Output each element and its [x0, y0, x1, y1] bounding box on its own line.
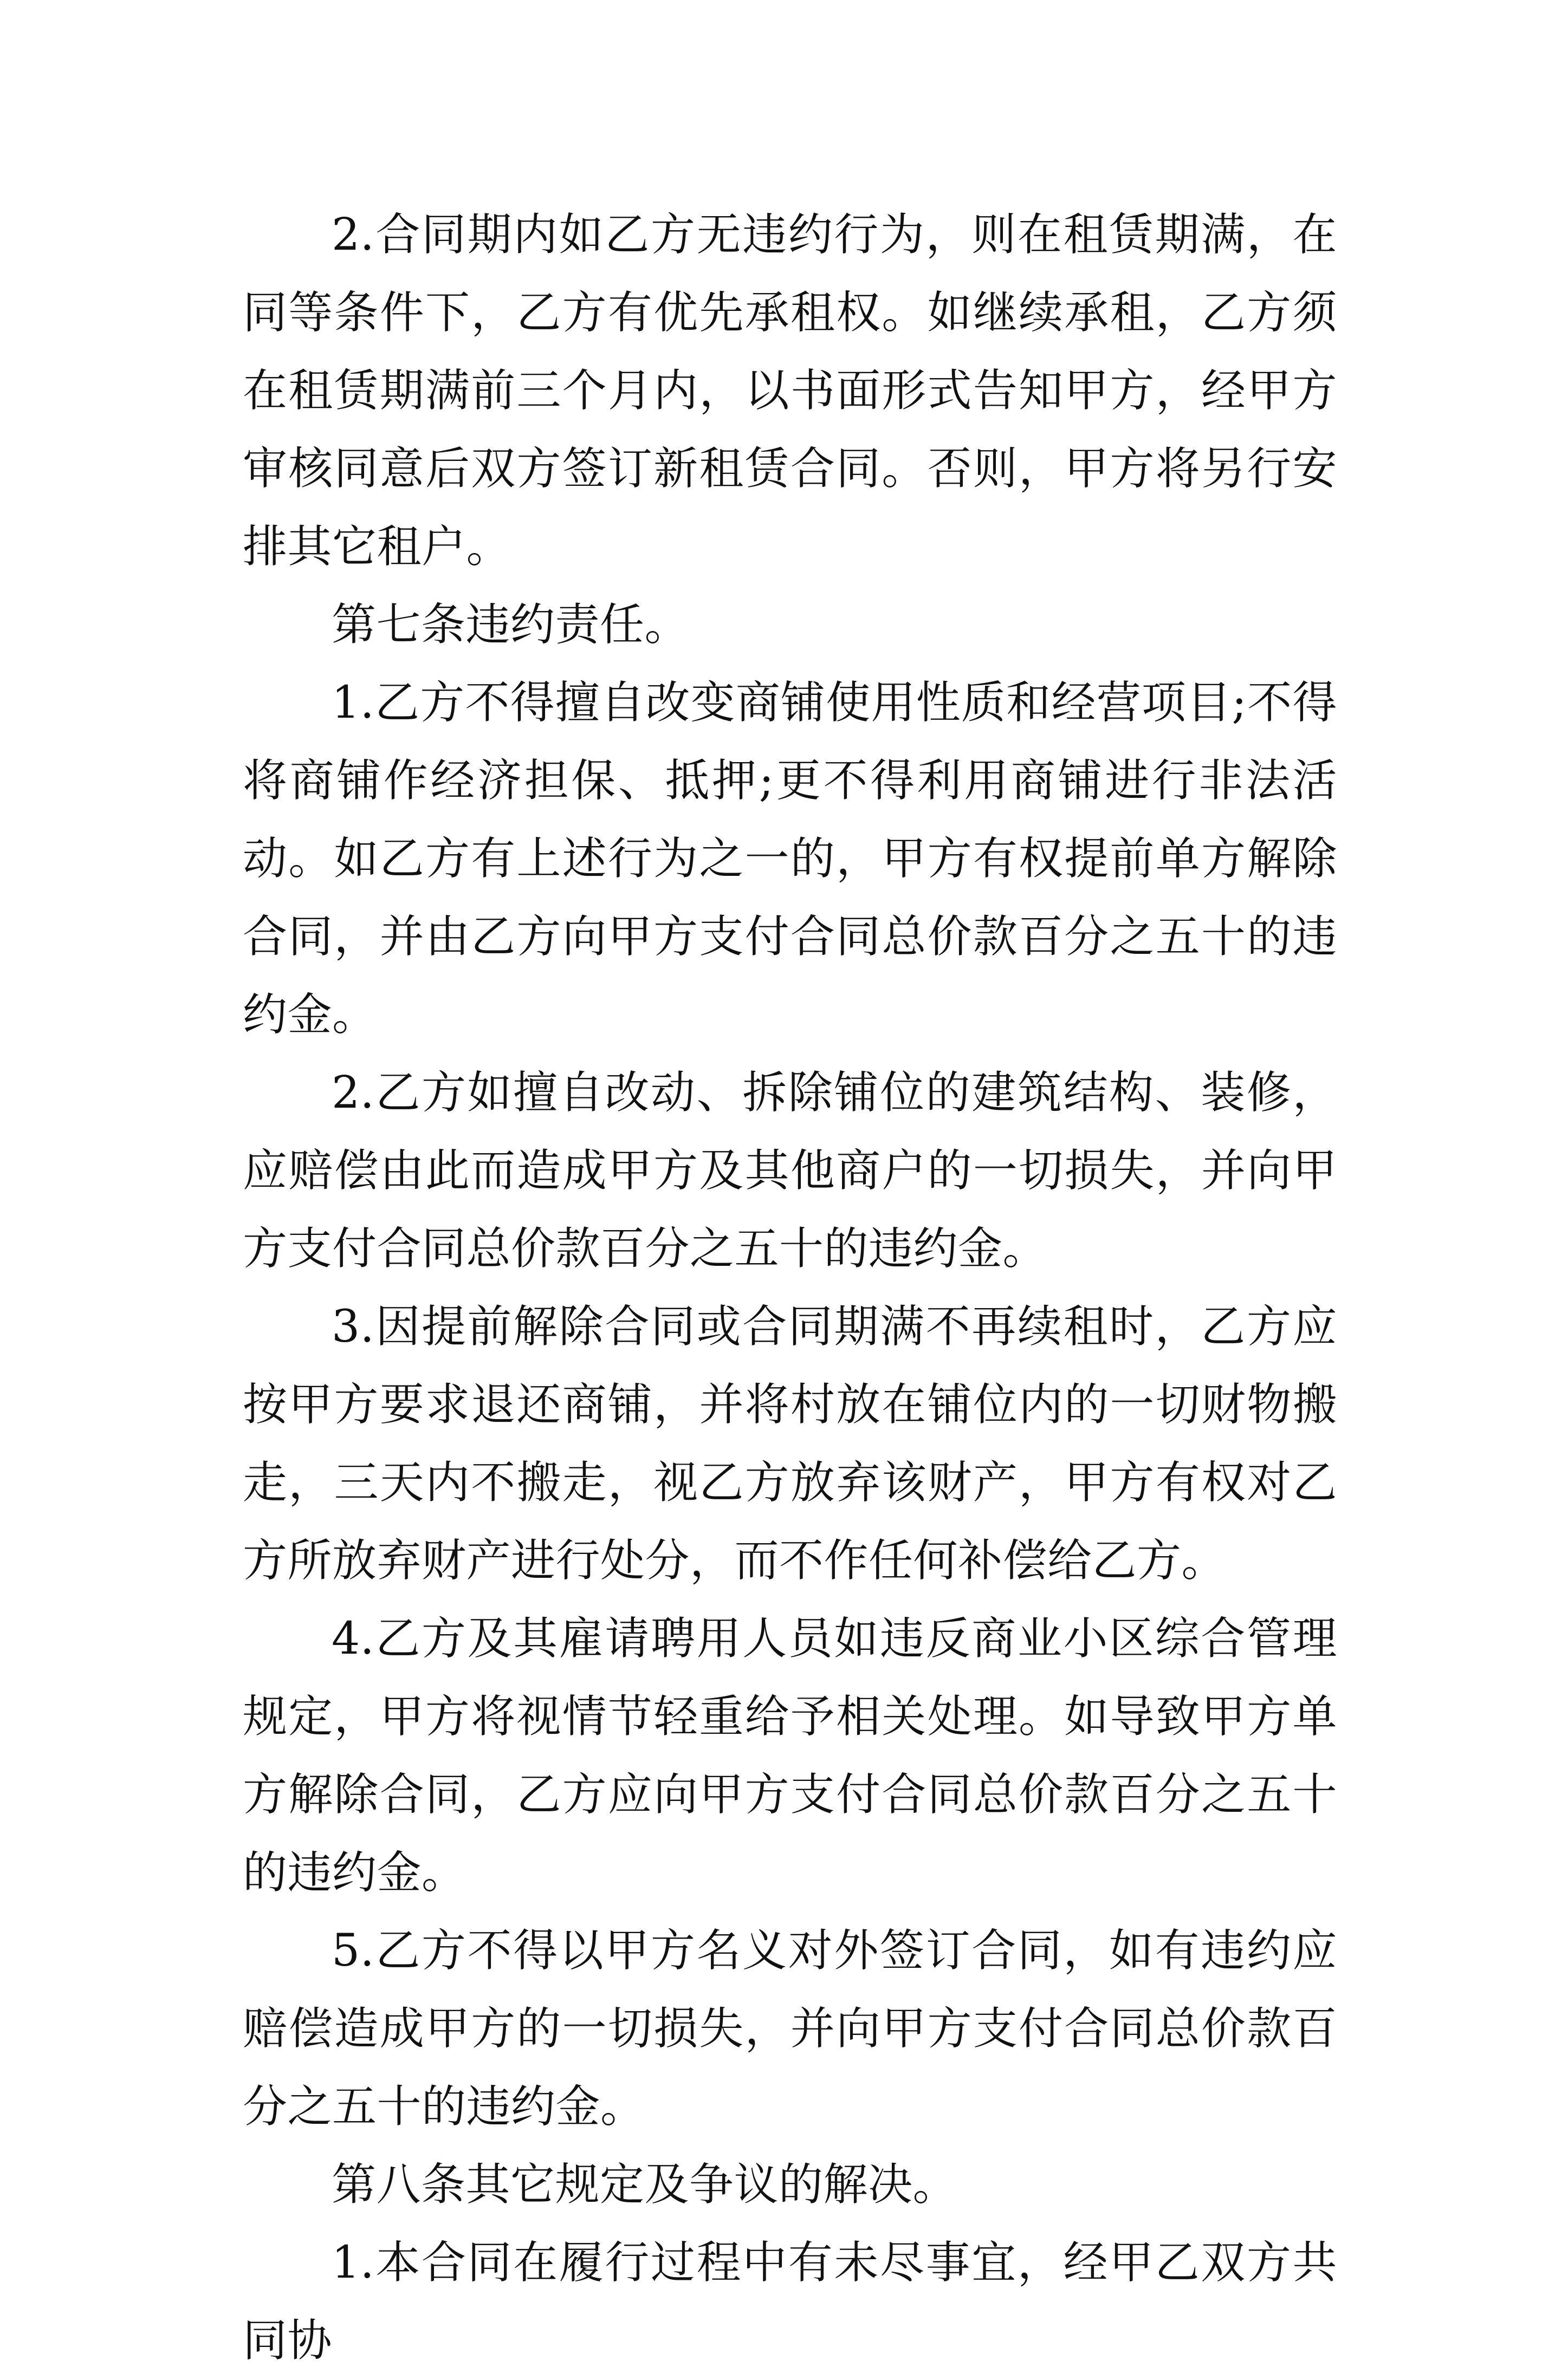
paragraph-clause-7-5: 5.乙方不得以甲方名义对外签订合同，如有违约应赔偿造成甲方的一切损失，并向甲方支付合同总价款百分之五十的违约金。: [243, 1925, 1337, 2132]
section-heading-article-8: 第八条其它规定及争议的解决。: [332, 2159, 958, 2210]
paragraph-clause-8-1: 1.本合同在履行过程中有未尽事宜，经甲乙双方共同协: [243, 2237, 1337, 2366]
paragraph-renewal-priority: 2.合同期内如乙方无违约行为，则在租赁期满，在同等条件下，乙方有优先承租权。如继续承租，乙方须在租赁期满前三个月内，以书面形式告知甲方，经甲方审核同意后双方签订新租赁合同。否则，甲方将另行安排其它租户。: [243, 209, 1337, 573]
paragraph-clause-7-1: 1.乙方不得擅自改变商铺使用性质和经营项目;不得将商铺作经济担保、抵押;更不得利用商铺进行非法活动。如乙方有上述行为之一的，甲方有权提前单方解除合同，并由乙方向甲方支付合同总价款百分之五十的违约金。: [243, 677, 1337, 1041]
document-body: [243, 196, 1337, 2380]
paragraph-clause-7-4: 4.乙方及其雇请聘用人员如违反商业小区综合管理规定，甲方将视情节轻重给予相关处理。如导致甲方单方解除合同，乙方应向甲方支付合同总价款百分之五十的违约金。: [243, 1613, 1337, 1898]
paragraph-clause-7-2: 2.乙方如擅自改动、拆除铺位的建筑结构、装修，应赔偿由此而造成甲方及其他商户的一切损失，并向甲方支付合同总价款百分之五十的违约金。: [243, 1067, 1337, 1274]
section-heading-article-7: 第七条违约责任。: [332, 599, 690, 651]
paragraph-clause-7-3: 3.因提前解除合同或合同期满不再续租时，乙方应按甲方要求退还商铺，并将村放在铺位内的一切财物搬走，三天内不搬走，视乙方放弃该财产，甲方有权对乙方所放弃财产进行处分，而不作任何补偿给乙方。: [243, 1301, 1337, 1586]
